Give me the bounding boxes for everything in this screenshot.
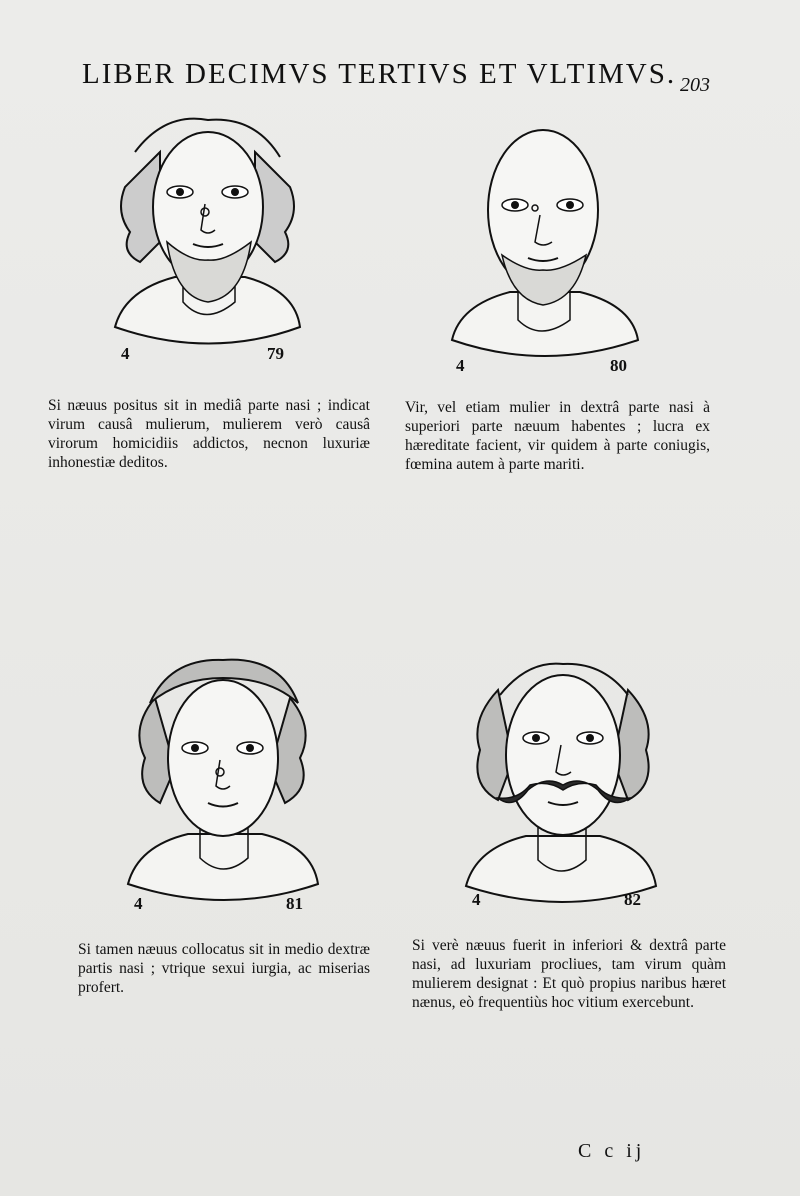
portrait-figure-1 (105, 112, 315, 362)
page-header-title: LIBER DECIMVS TERTIVS ET VLTIMVS. (82, 58, 677, 90)
figure-2-left-number: 4 (456, 356, 465, 375)
bald-man-portrait (440, 120, 650, 370)
caption-figure-2: Vir, vel etiam mulier in dextrâ parte nasi à superiori parte næuum habentes ; lucra ex hæreditate facient, vir quidem à parte coniugis, fœmina autem à parte mariti. (405, 399, 710, 473)
caption-figure-3: Si tamen næuus collocatus sit in medio dextræ partis nasi ; vtrique sexui iurgia, ac miserias profert. (78, 941, 370, 996)
figure-4-number: 82 (624, 890, 641, 909)
figure-2-number: 80 (610, 356, 627, 375)
figure-1-left-number: 4 (121, 344, 130, 363)
caption-figure-4: Si verè næuus fuerit in inferiori & dextrâ parte nasi, ad luxuriam procliues, tam virum quàm mulierem designat : Et quò propius naribus hæret nænus, eò frequentiùs hoc vitium exercebunt. (412, 937, 726, 1011)
figure-4-left-number: 4 (472, 890, 481, 909)
figure-1-number: 79 (267, 344, 284, 363)
caption-figure-1: Si næuus positus sit in mediâ parte nasi ; indicat virum causâ mulierum, mulierem verò causâ virorum homicidiis addictos, necnon luxuriæ inhonestiæ deditos. (48, 397, 370, 471)
curly-hair-portrait (120, 648, 330, 908)
signature-mark: C c ij (578, 1140, 646, 1162)
figure-3-left-number: 4 (134, 894, 143, 913)
figure-3-number: 81 (286, 894, 303, 913)
moustached-man-portrait (458, 650, 668, 912)
portrait-figure-2 (440, 120, 650, 375)
portrait-figure-3 (120, 648, 330, 913)
bearded-man-portrait (105, 112, 315, 362)
portrait-figure-4 (458, 650, 668, 912)
page-number: 203 (680, 74, 710, 96)
